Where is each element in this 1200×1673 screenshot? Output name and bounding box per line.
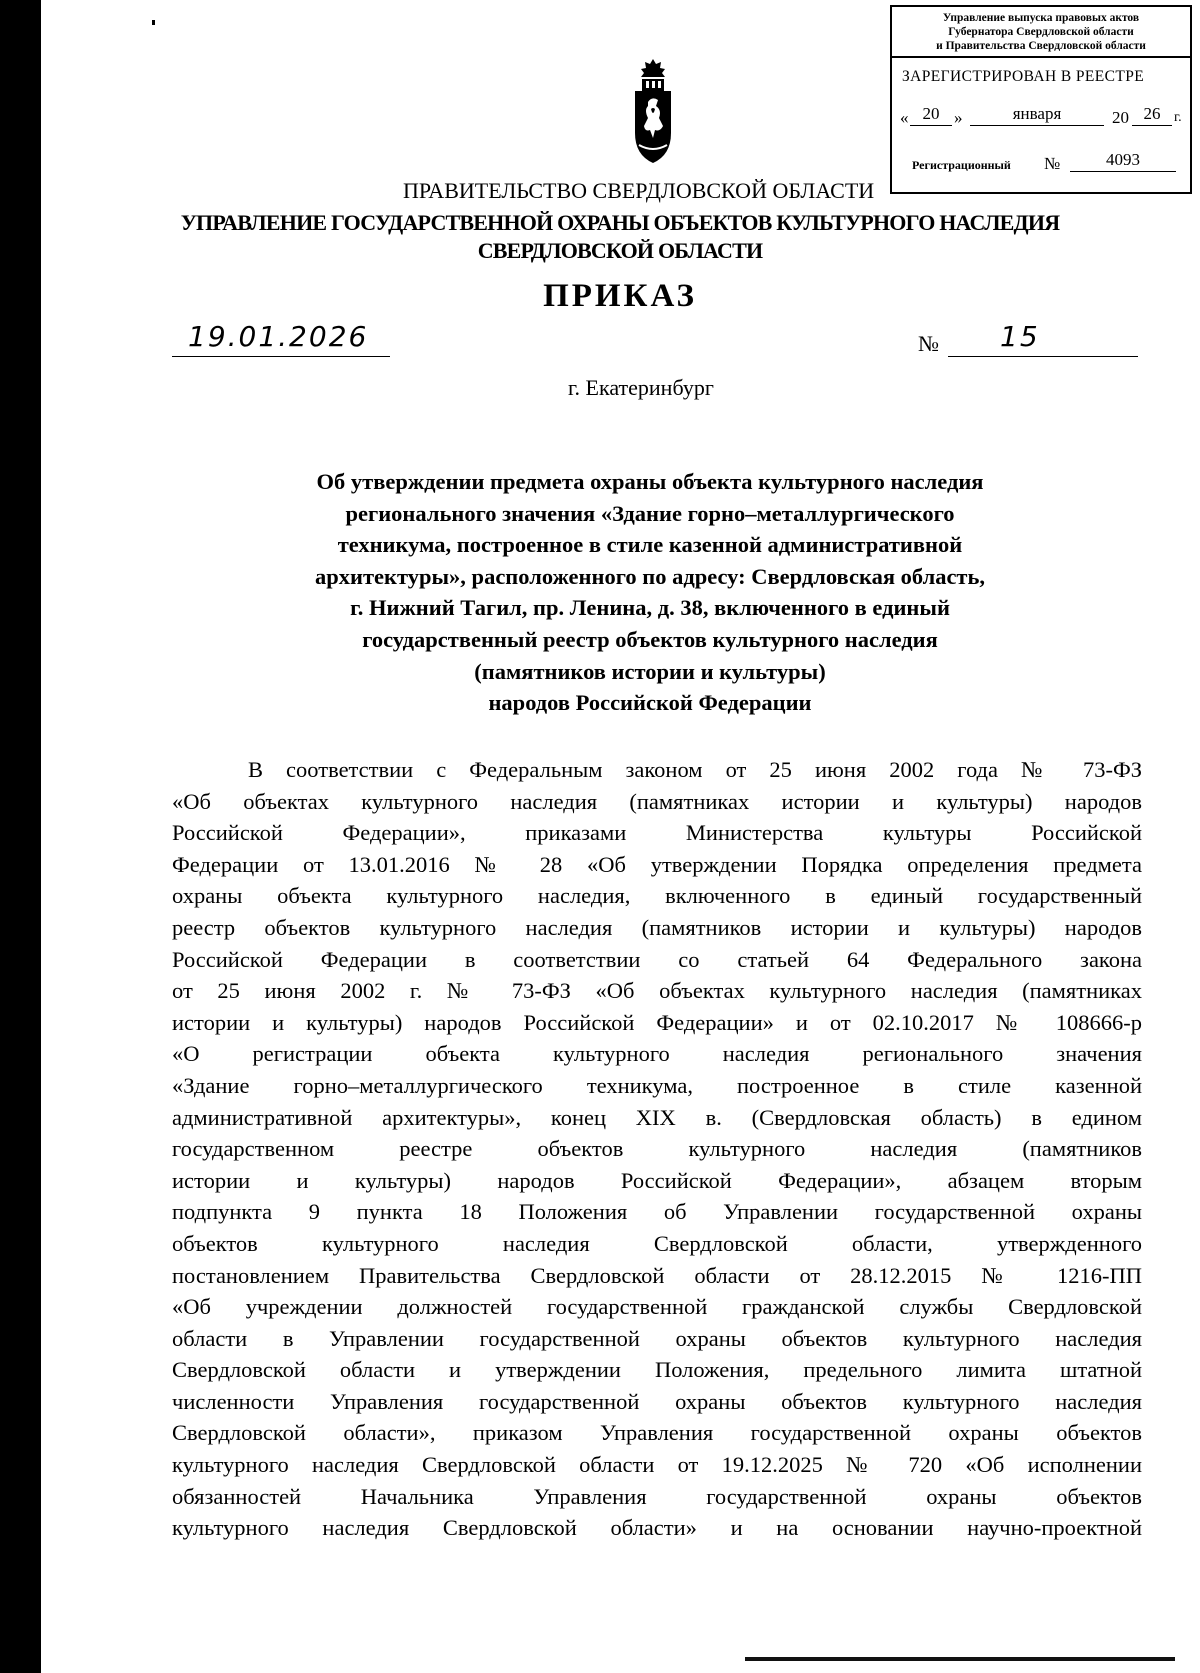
body-line: «Об объектах культурного наследия (памятниках истории и культуры) народов xyxy=(172,788,1142,814)
body-line: Российской Федерации», приказами Министерства культуры Российской xyxy=(172,820,1142,846)
coat-of-arms-icon xyxy=(630,57,676,165)
registration-stamp xyxy=(890,5,1192,194)
scan-speck xyxy=(152,20,155,25)
body-line: культурного наследия Свердловской области» и на основании научно-проектной xyxy=(172,1515,1142,1541)
body-line: Российской Федерации в соответствии со статьей 64 Федерального закона xyxy=(172,946,1142,972)
stamp-date-year-unit: г. xyxy=(1174,110,1182,125)
body-line: «Здание горно–металлургического техникума, построенное в стиле казенной xyxy=(172,1072,1142,1098)
body-line: «О регистрации объекта культурного наследия регионального значения xyxy=(172,1041,1142,1067)
body-line: подпункта 9 пункта 18 Положения об Управлении государственной охраны xyxy=(172,1199,1142,1225)
body-line: постановлением Правительства Свердловской области от 28.12.2015 № 1216-ПП xyxy=(172,1262,1142,1288)
body-line: истории и культуры) народов Российской Федерации», абзацем вторым xyxy=(172,1167,1142,1193)
stamp-date-close-quote: » xyxy=(954,108,963,127)
stamp-reg-label: Регистрационный xyxy=(912,158,1011,172)
scan-line-bottom xyxy=(745,1657,1175,1661)
body-line: численности Управления государственной охраны объектов культурного наследия xyxy=(172,1388,1142,1414)
document-number-sign: № xyxy=(918,331,939,356)
document-subject xyxy=(210,466,1090,719)
document-number-handwritten: 15 xyxy=(1000,320,1040,353)
department-name-line: УПРАВЛЕНИЕ ГОСУДАРСТВЕННОЙ ОХРАНЫ ОБЪЕКТОВ КУЛЬТУРНОГО НАСЛЕДИЯ xyxy=(180,210,1060,235)
body-line: культурного наследия Свердловской области от 19.12.2025 № 720 «Об исполнении xyxy=(172,1452,1142,1478)
subject-line: техникума, построенное в стиле казенной административной xyxy=(337,532,963,558)
department-name-line: СВЕРДЛОВСКОЙ ОБЛАСТИ xyxy=(477,238,763,263)
stamp-issuer xyxy=(892,7,1190,58)
body-line: Федерации от 13.01.2016 № 28 «Об утверждении Порядка определения предмета xyxy=(172,851,1142,877)
body-line: Свердловской области и утверждении Положения, предельного лимита штатной xyxy=(172,1357,1142,1383)
subject-line: Об утверждении предмета охраны объекта культурного наследия xyxy=(316,469,984,494)
stamp-date-open-quote: « xyxy=(900,108,909,127)
scan-border-left xyxy=(0,0,41,1673)
body-line: от 25 июня 2002 г. № 73-ФЗ «Об объектах культурного наследия (памятниках xyxy=(172,978,1142,1004)
subject-line: архитектуры», расположенного по адресу: Свердловская область, xyxy=(314,563,986,589)
document-type: ПРИКАЗ xyxy=(543,278,697,314)
body-line: истории и культуры) народов Российской Федерации» и от 02.10.2017 № 108666-р xyxy=(172,1009,1142,1035)
stamp-date-year-prefix: 20 xyxy=(1112,108,1129,127)
body-line: реестр объектов культурного наследия (памятников истории и культуры) народов xyxy=(172,914,1142,940)
stamp-issuer-line: и Правительства Свердловской области xyxy=(936,40,1146,52)
stamp-issuer-line: Управление выпуска правовых актов xyxy=(942,12,1140,24)
document-body xyxy=(172,754,1142,1544)
document-date-handwritten: 19.01.2026 xyxy=(188,320,369,353)
stamp-reg-sign: № xyxy=(1044,154,1061,173)
subject-line: г. Нижний Тагил, пр. Ленина, д. 38, включенного в единый xyxy=(350,595,950,621)
stamp-date-month: января xyxy=(970,104,1104,126)
subject-line: народов Российской Федерации xyxy=(488,690,812,716)
body-line: области в Управлении государственной охраны объектов культурного наследия xyxy=(172,1325,1142,1351)
body-line: В соответствии с Федеральным законом от 25 июня 2002 года № 73-ФЗ xyxy=(248,757,1142,782)
document-date-field xyxy=(172,320,390,357)
stamp-title: ЗАРЕГИСТРИРОВАН В РЕЕСТРЕ xyxy=(902,68,1145,85)
stamp-reg-number: 4093 xyxy=(1070,150,1176,172)
body-line: «Об учреждении должностей государственной гражданской службы Свердловской xyxy=(172,1294,1142,1320)
department-name xyxy=(60,209,1180,265)
body-line: охраны объекта культурного наследия, включенного в единый государственный xyxy=(172,883,1142,909)
stamp-date-day: 20 xyxy=(910,104,952,126)
body-line: обязанностей Начальника Управления государственной охраны объектов xyxy=(172,1483,1142,1509)
stamp-date-year-suffix: 26 xyxy=(1132,104,1172,126)
body-line: Свердловской области», приказом Управления государственной охраны объектов xyxy=(172,1420,1142,1446)
subject-line: регионального значения «Здание горно–металлургического xyxy=(345,500,955,526)
stamp-issuer-line: Губернатора Свердловской области xyxy=(948,26,1134,38)
body-line: административной архитектуры», конец XIX в. (Свердловская область) в едином xyxy=(172,1104,1142,1130)
body-line: государственном реестре объектов культурного наследия (памятников xyxy=(172,1136,1142,1162)
subject-line: (памятников истории и культуры) xyxy=(474,658,826,684)
subject-line: государственный реестр объектов культурного наследия xyxy=(362,626,938,652)
document-city: г. Екатеринбург xyxy=(568,375,714,400)
government-name: ПРАВИТЕЛЬСТВО СВЕРДЛОВСКОЙ ОБЛАСТИ xyxy=(403,178,875,203)
body-line: объектов культурного наследия Свердловской области, утвержденного xyxy=(172,1230,1142,1256)
stamp-date xyxy=(900,104,1188,132)
document-number-field xyxy=(948,320,1138,357)
